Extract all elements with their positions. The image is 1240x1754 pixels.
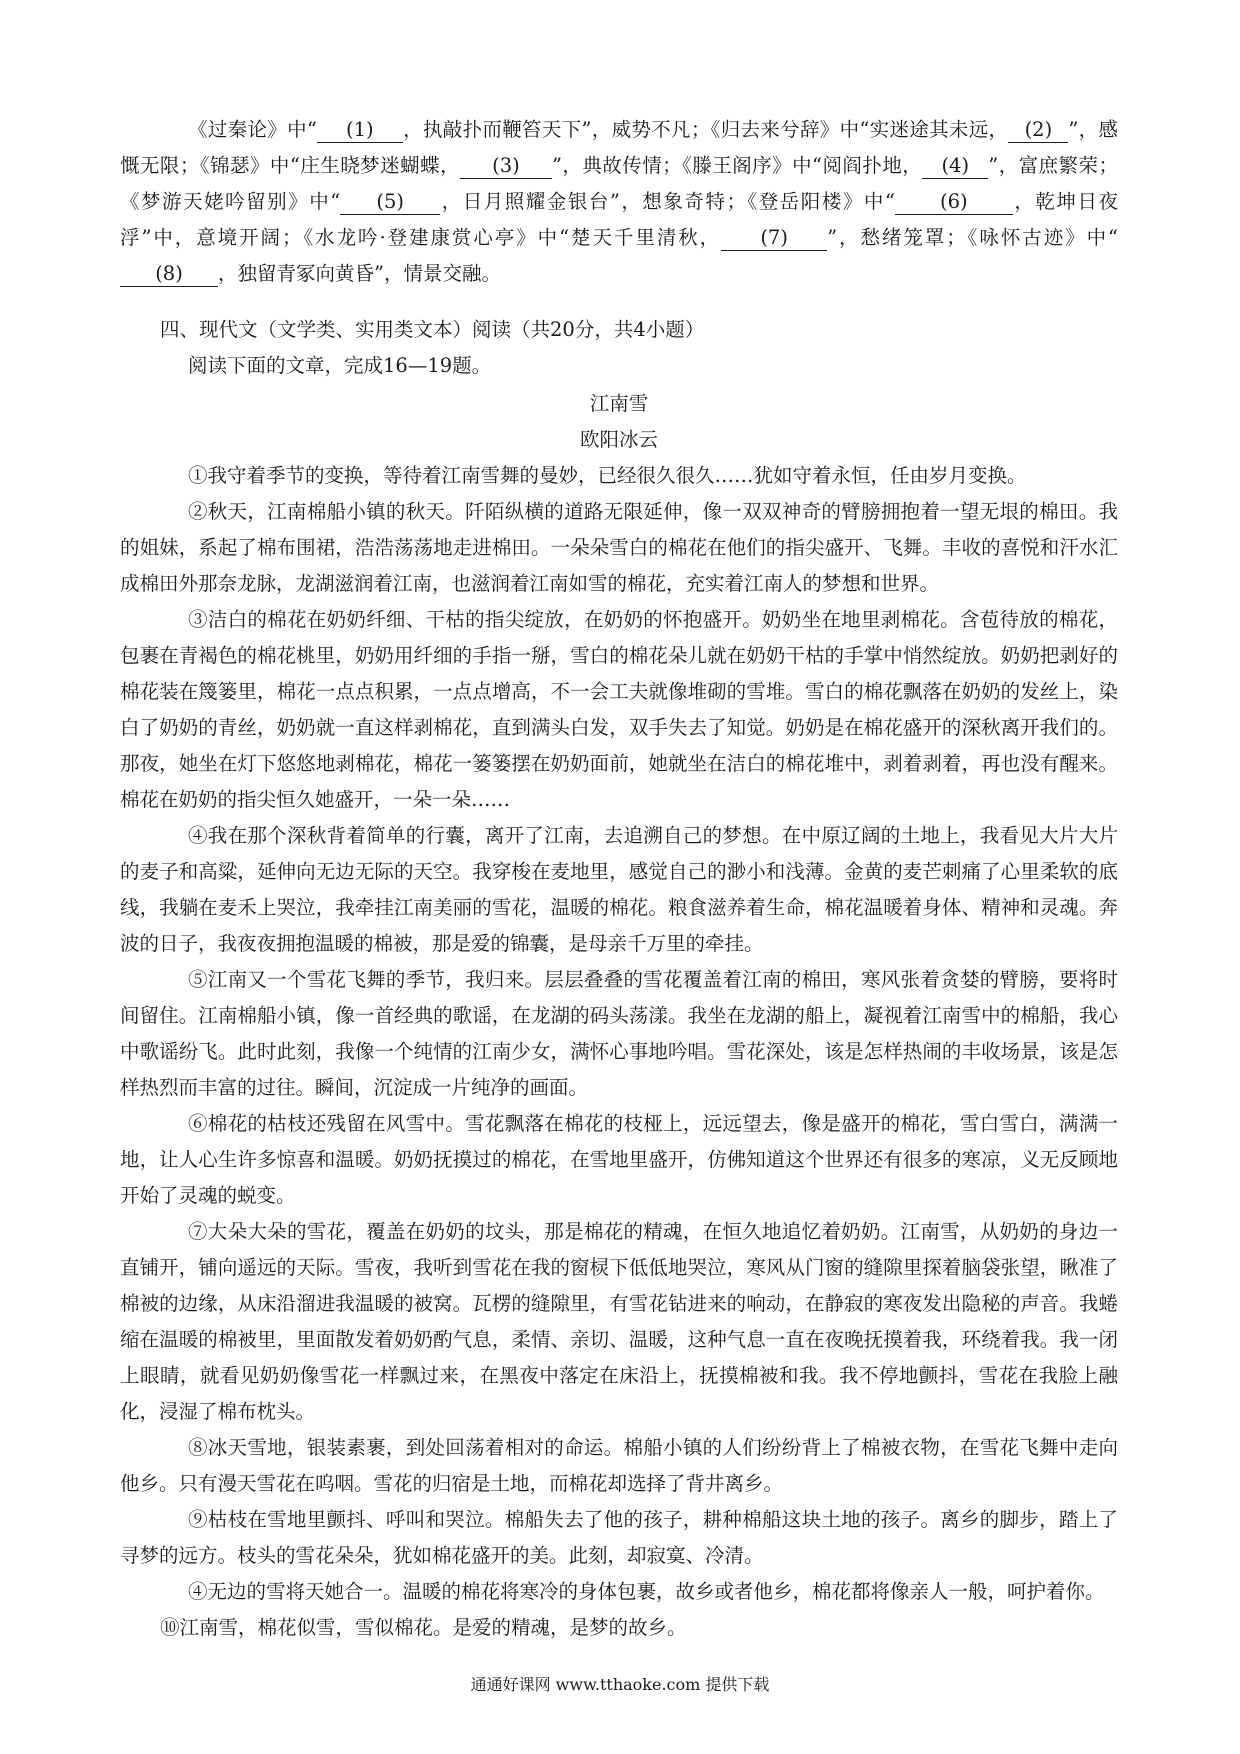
section-instruction: 阅读下面的文章，完成16—19题。 bbox=[188, 354, 492, 377]
text-segment: ，日月照耀金银台”，想象奇特；《登岳阳楼》中“ bbox=[440, 190, 895, 213]
page-footer: 通通好课网 www.tthaoke.com 提供下载 bbox=[470, 1675, 770, 1694]
article-paragraph: ⑤江南又一个雪花飞舞的季节，我归来。层层叠叠的雪花覆盖着江南的棉田，寒风张着贪婪的臂膀，要将时间留住。江南棉船小镇，像一首经典的歌谣，在龙湖的码头荡漾。我坐在龙湖的船上，凝视着江南雪中的棉船，我心中歌谣纷飞。此时此刻，我像一个纯情的江南少女，满怀心事地吟唱。雪花深处，该是怎样热闹的丰收场景，该是怎样热烈而丰富的过往。瞬间，沉淀成一片纯净的画面。 bbox=[120, 968, 1118, 1099]
article-author: 欧阳冰云 bbox=[579, 428, 658, 451]
text-segment: ”，感慨无限；《锦瑟》中“庄生晓梦迷蝴蝶， bbox=[120, 118, 1118, 177]
article-paragraph: ⑩江南雪，棉花似雪，雪似棉花。是爱的精魂，是梦的故乡。 bbox=[160, 1616, 687, 1639]
blank-3: (3) bbox=[460, 154, 552, 179]
article-paragraph: ④无边的雪将天她合一。温暖的棉花将寒冷的身体包裹，故乡或者他乡，棉花都将像亲人一般，呵护着你。 bbox=[188, 1580, 1105, 1603]
article-title: 江南雪 bbox=[589, 392, 649, 415]
text-segment: ”，富庶繁荣；《梦游天姥吟留别》中“ bbox=[120, 154, 1118, 213]
fill-in-paragraph bbox=[120, 112, 1118, 292]
blank-2: (2) bbox=[1008, 118, 1068, 143]
article-paragraph: ⑦大朵大朵的雪花，覆盖在奶奶的坟头，那是棉花的精魂，在恒久地追忆着奶奶。江南雪，从奶奶的身边一直铺开，铺向遥远的天际。雪夜，我听到雪花在我的窗棂下低低地哭泣，寒风从门窗的缝隙里探着脑袋张望，瞅准了棉被的边缘，从床沿溜进我温暖的被窝。瓦楞的缝隙里，有雪花钻进来的响动，在静寂的寒夜发出隐秘的声音。我蜷缩在温暖的棉被里，里面散发着奶奶酌气息，柔情、亲切、温暖，这种气息一直在夜晚抚摸着我，环绕着我。我一闭上眼睛，就看见奶奶像雪花一样飘过来，在黑夜中落定在床沿上，抚摸棉被和我。我不停地颤抖，雪花在我脸上融化，浸湿了棉布枕头。 bbox=[120, 1220, 1118, 1423]
blank-4: (4) bbox=[922, 154, 988, 179]
text-segment: ，乾坤日夜浮”中，意境开阔；《水龙吟·登建康赏心亭》中“楚天千里清秋， bbox=[120, 190, 1118, 249]
article-paragraph: ⑧冰天雪地，银装素裹，到处回荡着相对的命运。棉船小镇的人们纷纷背上了棉被衣物，在雪花飞舞中走向他乡。只有漫天雪花在呜咽。雪花的归宿是土地，而棉花却选择了背井离乡。 bbox=[120, 1436, 1118, 1495]
document-page bbox=[120, 112, 1118, 1646]
article-paragraph: ②秋天，江南棉船小镇的秋天。阡陌纵横的道路无限延伸，像一双双神奇的臂膀拥抱着一望无垠的棉田。我的姐妹，系起了棉布围裙，浩浩荡荡地走进棉田。一朵朵雪白的棉花在他们的指尖盛开、飞舞。丰收的喜悦和汗水汇成棉田外那奈龙脉，龙湖滋润着江南，也滋润着江南如雪的棉花，充实着江南人的梦想和世界。 bbox=[120, 500, 1118, 595]
text-segment: ，独留青冢向黄昏”，情景交融。 bbox=[218, 262, 501, 285]
section-heading: 四、现代文（文学类、实用类文本）阅读（共20分，共4小题） bbox=[160, 318, 705, 341]
text-segment: 《过秦论》中“ bbox=[188, 118, 317, 141]
article-paragraph: ①我守着季节的变换，等待着江南雪舞的曼妙，已经很久很久……犹如守着永恒，任由岁月变换。 bbox=[188, 464, 1027, 487]
text-segment: ，执敲扑而鞭笞天下”，威势不凡；《归去来兮辞》中“实迷途其未远， bbox=[402, 118, 1009, 141]
article-paragraph: ⑥棉花的枯枝还残留在风雪中。雪花飘落在棉花的枝桠上，远远望去，像是盛开的棉花，雪白雪白，满满一地，让人心生许多惊喜和温暖。奶奶抚摸过的棉花，在雪地里盛开，仿佛知道这个世界还有很多的寒凉，义无反顾地开始了灵魂的蜕变。 bbox=[120, 1112, 1118, 1207]
blank-7: (7) bbox=[721, 226, 827, 251]
blank-5: (5) bbox=[340, 190, 440, 215]
blank-8: (8) bbox=[120, 262, 218, 287]
text-segment: ”，愁绪笼罩；《咏怀古迹》中“ bbox=[827, 226, 1118, 249]
article-paragraph: ⑨枯枝在雪地里颤抖、呼叫和哭泣。棉船失去了他的孩子，耕种棉船这块土地的孩子。离乡的脚步，踏上了寻梦的远方。枝头的雪花朵朵，犹如棉花盛开的美。此刻，却寂寞、冷清。 bbox=[120, 1508, 1118, 1567]
article-paragraph: ④我在那个深秋背着简单的行囊，离开了江南，去追溯自己的梦想。在中原辽阔的土地上，我看见大片大片的麦子和高粱，延伸向无边无际的天空。我穿梭在麦地里，感觉自己的渺小和浅薄。金黄的麦芒刺痛了心里柔软的底线，我躺在麦禾上哭泣，我牵挂江南美丽的雪花，温暖的棉花。粮食滋养着生命，棉花温暖着身体、精神和灵魂。奔波的日子，我夜夜拥抱温暖的棉被，那是爱的锦囊，是母亲千万里的牵挂。 bbox=[120, 824, 1118, 955]
blank-6: (6) bbox=[895, 190, 1013, 215]
article-paragraph: ③洁白的棉花在奶奶纤细、干枯的指尖绽放，在奶奶的怀抱盛开。奶奶坐在地里剥棉花。含苞待放的棉花，包裹在青褐色的棉花桃里，奶奶用纤细的手指一掰，雪白的棉花朵儿就在奶奶干枯的手掌中悄然绽放。奶奶把剥好的棉花装在篾篓里，棉花一点点积累，一点点增高，不一会工夫就像堆砌的雪堆。雪白的棉花飘落在奶奶的发丝上，染白了奶奶的青丝，奶奶就一直这样剥棉花，直到满头白发，双手失去了知觉。奶奶是在棉花盛开的深秋离开我们的。那夜，她坐在灯下悠悠地剥棉花，棉花一篓篓摆在奶奶面前，她就坐在洁白的棉花堆中，剥着剥着，再也没有醒来。棉花在奶奶的指尖恒久她盛开，一朵一朵…… bbox=[120, 608, 1118, 811]
blank-1: (1) bbox=[317, 118, 403, 143]
text-segment: ”，典故传情；《滕王阁序》中“阅阎扑地， bbox=[551, 154, 923, 177]
